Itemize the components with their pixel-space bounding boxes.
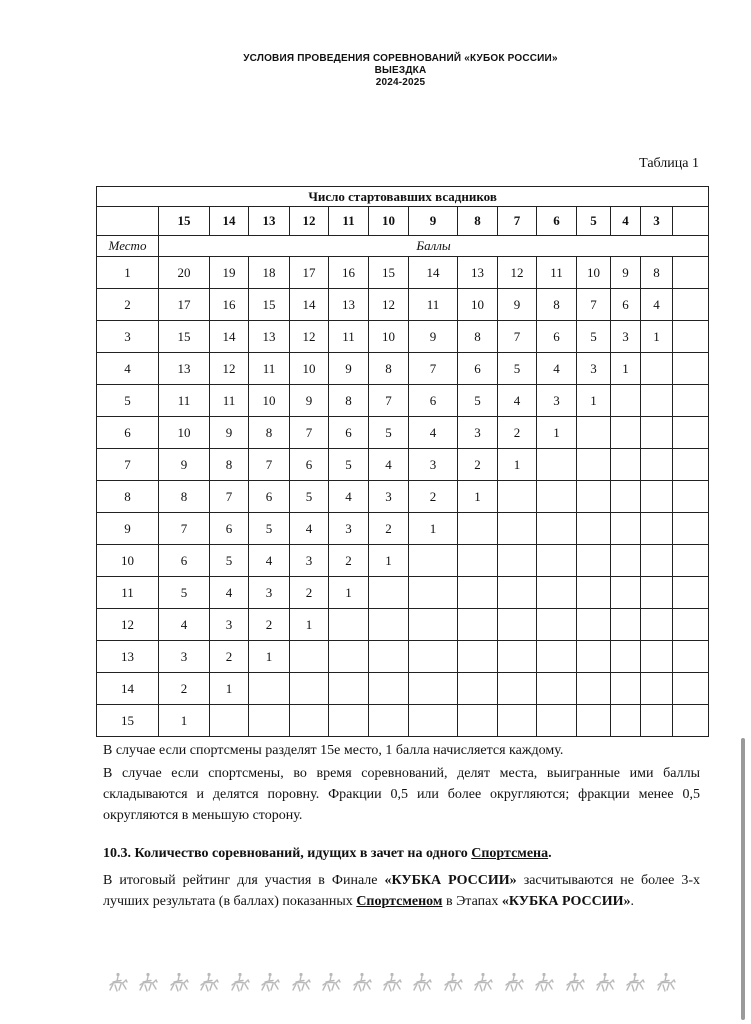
- points-cell: 1: [611, 353, 641, 385]
- points-cell: [498, 641, 537, 673]
- points-cell: [673, 609, 709, 641]
- points-cell: 1: [641, 321, 673, 353]
- points-cell: [611, 577, 641, 609]
- points-cell: 13: [458, 257, 498, 289]
- points-cell: 7: [290, 417, 329, 449]
- points-cell: [329, 673, 369, 705]
- points-cell: 3: [249, 577, 290, 609]
- place-cell: 12: [97, 609, 159, 641]
- table-caption: Таблица 1: [639, 156, 699, 171]
- points-cell: [369, 641, 409, 673]
- points-cell: 6: [329, 417, 369, 449]
- points-cell: 2: [369, 513, 409, 545]
- points-cell: [537, 641, 577, 673]
- points-cell: [537, 449, 577, 481]
- points-cell: 4: [498, 385, 537, 417]
- points-cell: [641, 545, 673, 577]
- horse-rider-icon: [258, 971, 282, 995]
- points-cell: 8: [458, 321, 498, 353]
- points-cell: [458, 513, 498, 545]
- horse-rider-icon: [319, 971, 343, 995]
- points-cell: [641, 705, 673, 737]
- points-cell: 8: [159, 481, 210, 513]
- table-row: [97, 577, 709, 609]
- points-cell: 6: [290, 449, 329, 481]
- points-cell: 3: [369, 481, 409, 513]
- horse-rider-icon: [380, 971, 404, 995]
- points-cell: 5: [458, 385, 498, 417]
- points-cell: 6: [458, 353, 498, 385]
- place-cell: 1: [97, 257, 159, 289]
- rider-count-header: 12: [290, 207, 329, 236]
- points-cell: [611, 385, 641, 417]
- points-cell: [641, 481, 673, 513]
- table-title: Число стартовавших всадников: [97, 187, 709, 207]
- table-row: [97, 481, 709, 513]
- points-cell: [290, 705, 329, 737]
- table-row: [97, 353, 709, 385]
- points-cell: 19: [210, 257, 249, 289]
- points-cell: 1: [329, 577, 369, 609]
- points-cell: 9: [409, 321, 458, 353]
- points-cell: [369, 609, 409, 641]
- points-cell: [537, 545, 577, 577]
- horse-rider-icon: [136, 971, 160, 995]
- horse-rider-icon: [471, 971, 495, 995]
- points-cell: 4: [290, 513, 329, 545]
- points-cell: 15: [159, 321, 210, 353]
- points-cell: 17: [290, 257, 329, 289]
- points-cell: 5: [577, 321, 611, 353]
- header-title: УСЛОВИЯ ПРОВЕДЕНИЯ СОРЕВНОВАНИЙ «КУБОК РОССИИ»: [243, 53, 558, 64]
- header-discipline: ВЫЕЗДКА: [374, 65, 427, 76]
- points-cell: 2: [159, 673, 210, 705]
- points-cell: [673, 705, 709, 737]
- points-cell: 12: [369, 289, 409, 321]
- table-row: [97, 641, 709, 673]
- points-cell: 10: [577, 257, 611, 289]
- points-cell: 3: [159, 641, 210, 673]
- rider-count-header: 13: [249, 207, 290, 236]
- points-cell: 1: [498, 449, 537, 481]
- points-cell: [577, 513, 611, 545]
- rider-count-header: 8: [458, 207, 498, 236]
- table-row: [97, 705, 709, 737]
- points-cell: [458, 577, 498, 609]
- points-cell: 1: [249, 641, 290, 673]
- points-cell: 2: [498, 417, 537, 449]
- points-cell: 13: [249, 321, 290, 353]
- points-cell: [537, 609, 577, 641]
- rider-count-header: [673, 207, 709, 236]
- points-cell: 4: [369, 449, 409, 481]
- horse-rider-icon: [350, 971, 374, 995]
- points-cell: 4: [537, 353, 577, 385]
- points-cell: [409, 577, 458, 609]
- points-cell: [673, 321, 709, 353]
- points-cell: [611, 673, 641, 705]
- points-cell: [498, 673, 537, 705]
- place-column-label: Место: [97, 236, 159, 257]
- rider-count-header: 7: [498, 207, 537, 236]
- points-cell: 4: [409, 417, 458, 449]
- points-cell: 3: [210, 609, 249, 641]
- horse-rider-icon: [106, 971, 130, 995]
- place-cell: 5: [97, 385, 159, 417]
- place-cell: 3: [97, 321, 159, 353]
- points-cell: 5: [329, 449, 369, 481]
- points-cell: 5: [290, 481, 329, 513]
- points-cell: 9: [498, 289, 537, 321]
- horse-rider-icon: [228, 971, 252, 995]
- points-cell: [611, 417, 641, 449]
- points-cell: [673, 449, 709, 481]
- scrollbar-thumb[interactable]: [741, 738, 745, 1020]
- points-cell: 10: [159, 417, 210, 449]
- points-cell: [409, 673, 458, 705]
- table-row: [97, 417, 709, 449]
- table-row: [97, 609, 709, 641]
- points-cell: [369, 673, 409, 705]
- horse-rider-icon: [441, 971, 465, 995]
- table-row: [97, 289, 709, 321]
- points-cell: [673, 545, 709, 577]
- points-cell: 2: [329, 545, 369, 577]
- points-cell: 4: [159, 609, 210, 641]
- points-cell: [290, 673, 329, 705]
- points-cell: 11: [329, 321, 369, 353]
- points-cell: 11: [210, 385, 249, 417]
- points-cell: [329, 705, 369, 737]
- points-table: [96, 186, 709, 737]
- points-cell: [641, 513, 673, 545]
- points-cell: 6: [611, 289, 641, 321]
- points-cell: [673, 257, 709, 289]
- points-cell: [673, 673, 709, 705]
- rider-count-header: 9: [409, 207, 458, 236]
- note-shared-15th: В случае если спортсмены разделят 15е место, 1 балла начисляется каждому.: [103, 743, 564, 758]
- points-cell: 13: [329, 289, 369, 321]
- points-cell: 5: [210, 545, 249, 577]
- rider-count-header: 11: [329, 207, 369, 236]
- points-cell: 1: [290, 609, 329, 641]
- points-cell: [290, 641, 329, 673]
- points-cell: 8: [210, 449, 249, 481]
- points-cell: [458, 673, 498, 705]
- points-cell: [249, 705, 290, 737]
- points-cell: 6: [159, 545, 210, 577]
- points-cell: 12: [210, 353, 249, 385]
- rider-count-header: 5: [577, 207, 611, 236]
- points-cell: 16: [329, 257, 369, 289]
- rider-count-header: 4: [611, 207, 641, 236]
- points-cell: 8: [537, 289, 577, 321]
- points-cell: [641, 353, 673, 385]
- points-cell: [369, 577, 409, 609]
- points-cell: 7: [577, 289, 611, 321]
- points-cell: 9: [329, 353, 369, 385]
- points-cell: [458, 545, 498, 577]
- points-cell: [498, 545, 537, 577]
- points-cell: 4: [249, 545, 290, 577]
- points-cell: 10: [458, 289, 498, 321]
- rider-count-header: 14: [210, 207, 249, 236]
- points-cell: [409, 609, 458, 641]
- points-cell: 11: [409, 289, 458, 321]
- points-cell: 12: [290, 321, 329, 353]
- points-cell: [577, 481, 611, 513]
- footer-ornament: [106, 971, 678, 997]
- points-cell: [577, 705, 611, 737]
- points-cell: 1: [210, 673, 249, 705]
- points-cell: 9: [290, 385, 329, 417]
- rider-count-header: 10: [369, 207, 409, 236]
- points-cell: 3: [458, 417, 498, 449]
- points-cell: [641, 577, 673, 609]
- points-cell: 1: [159, 705, 210, 737]
- points-cell: 1: [458, 481, 498, 513]
- points-cell: 7: [409, 353, 458, 385]
- points-cell: [611, 641, 641, 673]
- points-cell: [611, 449, 641, 481]
- sportsman-link[interactable]: Спортсмена: [471, 846, 549, 861]
- points-cell: [458, 609, 498, 641]
- points-cell: [537, 705, 577, 737]
- points-cell: 16: [210, 289, 249, 321]
- rider-count-header: 3: [641, 207, 673, 236]
- points-cell: [577, 417, 611, 449]
- points-cell: 3: [537, 385, 577, 417]
- points-cell: 11: [159, 385, 210, 417]
- points-cell: 8: [641, 257, 673, 289]
- horse-rider-icon: [197, 971, 221, 995]
- table-row: [97, 385, 709, 417]
- points-cell: 7: [498, 321, 537, 353]
- points-cell: 11: [249, 353, 290, 385]
- points-cell: 6: [537, 321, 577, 353]
- points-cell: 4: [329, 481, 369, 513]
- header-season: 2024-2025: [375, 77, 426, 88]
- points-cell: 17: [159, 289, 210, 321]
- points-cell: [673, 641, 709, 673]
- points-cell: [641, 417, 673, 449]
- points-cell: [329, 641, 369, 673]
- points-cell: 11: [537, 257, 577, 289]
- place-cell: 2: [97, 289, 159, 321]
- points-cell: [641, 385, 673, 417]
- points-cell: 1: [577, 385, 611, 417]
- horse-rider-icon: [502, 971, 526, 995]
- points-cell: 8: [369, 353, 409, 385]
- place-cell: 6: [97, 417, 159, 449]
- points-cell: 3: [611, 321, 641, 353]
- place-cell: 4: [97, 353, 159, 385]
- points-cell: 12: [498, 257, 537, 289]
- points-cell: [611, 545, 641, 577]
- points-cell: 4: [210, 577, 249, 609]
- points-cell: [611, 513, 641, 545]
- table-row: [97, 257, 709, 289]
- points-cell: [577, 577, 611, 609]
- points-cell: [641, 641, 673, 673]
- points-cell: [673, 481, 709, 513]
- points-label: Баллы: [159, 236, 709, 257]
- points-cell: 9: [611, 257, 641, 289]
- points-cell: 15: [369, 257, 409, 289]
- points-cell: [577, 449, 611, 481]
- horse-rider-icon: [623, 971, 647, 995]
- horse-rider-icon: [410, 971, 434, 995]
- points-cell: 2: [249, 609, 290, 641]
- points-cell: 8: [249, 417, 290, 449]
- points-cell: [641, 449, 673, 481]
- note-shared-places: В случае если спортсмены, во время соревнований, делят места, выигранные ими баллы складываются и делятся поровну. Фракции 0,5 или более округляются; фракции менее 0,5 округляются в меньшую сторону.: [103, 766, 700, 823]
- place-cell: 11: [97, 577, 159, 609]
- points-cell: 3: [409, 449, 458, 481]
- horse-rider-icon: [532, 971, 556, 995]
- section-body: В итоговый рейтинг для участия в Финале «КУБКА РОССИИ» засчитываются не более 3-х лучших результата (в баллах) показанных Спортсменом в Этапах «КУБКА РОССИИ».: [103, 873, 700, 909]
- points-cell: 13: [159, 353, 210, 385]
- place-cell: 9: [97, 513, 159, 545]
- points-cell: [249, 673, 290, 705]
- points-cell: 5: [369, 417, 409, 449]
- points-cell: 9: [210, 417, 249, 449]
- table-row: [97, 321, 709, 353]
- points-cell: [641, 609, 673, 641]
- points-cell: [210, 705, 249, 737]
- corner-cell: [97, 207, 159, 236]
- points-cell: 6: [210, 513, 249, 545]
- points-cell: [498, 609, 537, 641]
- points-cell: [537, 577, 577, 609]
- points-cell: 5: [498, 353, 537, 385]
- points-cell: 5: [159, 577, 210, 609]
- points-cell: 2: [409, 481, 458, 513]
- points-cell: [537, 481, 577, 513]
- points-cell: 9: [159, 449, 210, 481]
- points-cell: [409, 641, 458, 673]
- sportsman-term-link[interactable]: Спортсменом: [356, 894, 443, 909]
- horse-rider-icon: [593, 971, 617, 995]
- place-cell: 13: [97, 641, 159, 673]
- points-cell: [498, 513, 537, 545]
- points-cell: 10: [369, 321, 409, 353]
- points-cell: 14: [290, 289, 329, 321]
- points-cell: [458, 705, 498, 737]
- points-cell: 7: [210, 481, 249, 513]
- points-cell: [537, 513, 577, 545]
- points-cell: [611, 705, 641, 737]
- points-cell: [641, 673, 673, 705]
- points-cell: [577, 673, 611, 705]
- points-cell: 8: [329, 385, 369, 417]
- table-row: [97, 545, 709, 577]
- points-cell: 5: [249, 513, 290, 545]
- place-cell: 14: [97, 673, 159, 705]
- rider-count-header: 15: [159, 207, 210, 236]
- rider-count-header: 6: [537, 207, 577, 236]
- points-cell: 6: [249, 481, 290, 513]
- points-cell: 2: [290, 577, 329, 609]
- table-row: [97, 449, 709, 481]
- points-cell: 6: [409, 385, 458, 417]
- points-cell: [673, 353, 709, 385]
- document-header: [0, 53, 751, 89]
- points-cell: 1: [537, 417, 577, 449]
- points-cell: [673, 577, 709, 609]
- points-cell: [673, 417, 709, 449]
- points-cell: [409, 545, 458, 577]
- points-cell: 3: [577, 353, 611, 385]
- points-cell: [369, 705, 409, 737]
- points-cell: [577, 641, 611, 673]
- points-cell: [673, 513, 709, 545]
- points-cell: 4: [641, 289, 673, 321]
- points-cell: 10: [249, 385, 290, 417]
- points-cell: 7: [249, 449, 290, 481]
- points-cell: [498, 577, 537, 609]
- points-cell: 1: [409, 513, 458, 545]
- points-cell: [329, 609, 369, 641]
- section-title: 10.3. Количество соревнований, идущих в зачет на одного Спортсмена.: [103, 846, 552, 861]
- points-cell: [611, 481, 641, 513]
- points-cell: 7: [369, 385, 409, 417]
- points-cell: [611, 609, 641, 641]
- points-cell: 20: [159, 257, 210, 289]
- points-cell: 3: [290, 545, 329, 577]
- points-cell: 15: [249, 289, 290, 321]
- points-cell: [537, 673, 577, 705]
- points-cell: [498, 481, 537, 513]
- points-cell: [673, 289, 709, 321]
- points-cell: [498, 705, 537, 737]
- points-cell: 14: [409, 257, 458, 289]
- place-cell: 15: [97, 705, 159, 737]
- points-cell: [577, 545, 611, 577]
- points-cell: 2: [458, 449, 498, 481]
- points-cell: 3: [329, 513, 369, 545]
- table-row: [97, 513, 709, 545]
- points-cell: 2: [210, 641, 249, 673]
- table-row: [97, 673, 709, 705]
- points-cell: 14: [210, 321, 249, 353]
- points-cell: 1: [369, 545, 409, 577]
- place-cell: 7: [97, 449, 159, 481]
- place-cell: 8: [97, 481, 159, 513]
- points-cell: 18: [249, 257, 290, 289]
- points-cell: [673, 385, 709, 417]
- horse-rider-icon: [654, 971, 678, 995]
- points-cell: [577, 609, 611, 641]
- horse-rider-icon: [167, 971, 191, 995]
- horse-rider-icon: [563, 971, 587, 995]
- points-cell: 10: [290, 353, 329, 385]
- horse-rider-icon: [289, 971, 313, 995]
- points-cell: [458, 641, 498, 673]
- points-cell: [409, 705, 458, 737]
- place-cell: 10: [97, 545, 159, 577]
- points-cell: 7: [159, 513, 210, 545]
